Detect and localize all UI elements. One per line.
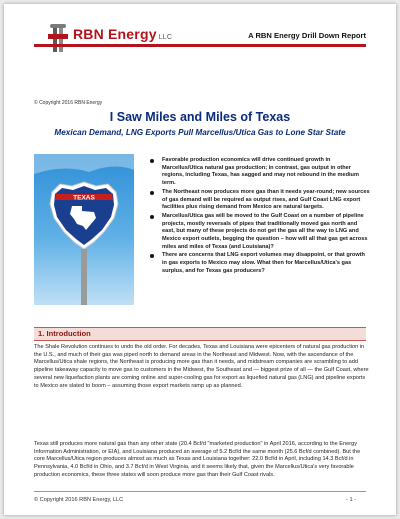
section-title: Introduction (46, 329, 91, 338)
report-page (4, 4, 396, 515)
brand-name: RBN Energy LLC (73, 26, 173, 42)
footer-divider (34, 491, 366, 492)
page-title: I Saw Miles and Miles of Texas (109, 110, 291, 124)
key-point: The Northeast now produces more gas than it needs year-round; new sources of gas demand will be required as output rises, and Gulf Coast LNG export facilities plus rising demand from Mexico are natural targets. (147, 189, 370, 212)
texas-highway-sign-image (34, 154, 134, 305)
copyright-notice: © Copyright 2016 RBN Energy (34, 100, 103, 106)
sign-label: TEXAS (73, 194, 95, 202)
page-number: - 1 - (346, 497, 356, 503)
footer-copyright: © Copyright 2016 RBN Energy, LLC (34, 497, 124, 503)
rbn-logo-mark-icon (47, 22, 71, 52)
key-point: Favorable production economics will drive continued growth in Marcellus/Utica natural gas production; in contrast, gas output in other regions, including Texas, has sagged and may not rebound in the medium term. (147, 157, 370, 188)
rbn-logo (47, 22, 177, 52)
section-heading (34, 327, 366, 341)
report-type-label: A RBN Energy Drill Down Report (248, 31, 366, 40)
key-point: Marcellus/Utica gas will be moved to the Gulf Coast on a number of pipeline projects, mostly reversals of pipes that traditionally moved gas north and east, but many of these projects do not get the gas all the way to LNG and Mexico export outlets, begging the question – how will all that gas get across miles and miles of Texas (and Louisiana)? (147, 213, 370, 252)
key-point: There are concerns that LNG export volumes may disappoint, or that growth in gas exports to Mexico may slow. What then for Marcellus/Utica's gas surplus, and for Texas gas producers? (147, 252, 370, 275)
key-points-list (147, 157, 370, 277)
section-number: 1. (38, 329, 45, 338)
body-paragraph: The Shale Revolution continues to undo the old order. For decades, Texas and Louisiana were epicenters of natural gas production in the U.S., and much of their gas was piped north to demand areas in the Northeast and Midwest. Now, with the ascendance of the Marcellus/Utica shale regions, the Northeast is producing more gas than it needs, and midstream companies are scrambling to add pipeline takeaway capacity to move gas to customers in the Midwest, the Southeast and — biggest prize of all — the Gulf Coast, where several new liquefaction plants are coming online and super-cooling gas for export as liquefied natural gas (LNG) and pipeline exports to Mexico are slated to boom – assuming those export markets ramp up as planned. (34, 344, 369, 389)
page-subtitle: Mexican Demand, LNG Exports Pull Marcellus/Utica Gas to Lone Star State (54, 128, 346, 137)
header-divider (34, 44, 366, 47)
body-paragraph: Texas still produces more natural gas than any other state (20.4 Bcf/d "marketed production" in April 2016, according to the Energy Information Administration, or EIA), and Louisiana produced an average of 5.2 Bcf/d the same month (25.6 Bcf/d combined). But the core Marcellus/Utica region produces almost as much as Texas and Louisiana together: 22.0 Bcf/d in April, including 14.3 Bcf/d in Pennsylvania, 4.0 Bcf/d in Ohio, and 3.7 Bcf/d in West Virginia, and it seems likely that, given the Marcellus/Utica's very favorable production economics, these three states will soon produce more gas than their Gulf Coast rivals. (34, 441, 361, 478)
